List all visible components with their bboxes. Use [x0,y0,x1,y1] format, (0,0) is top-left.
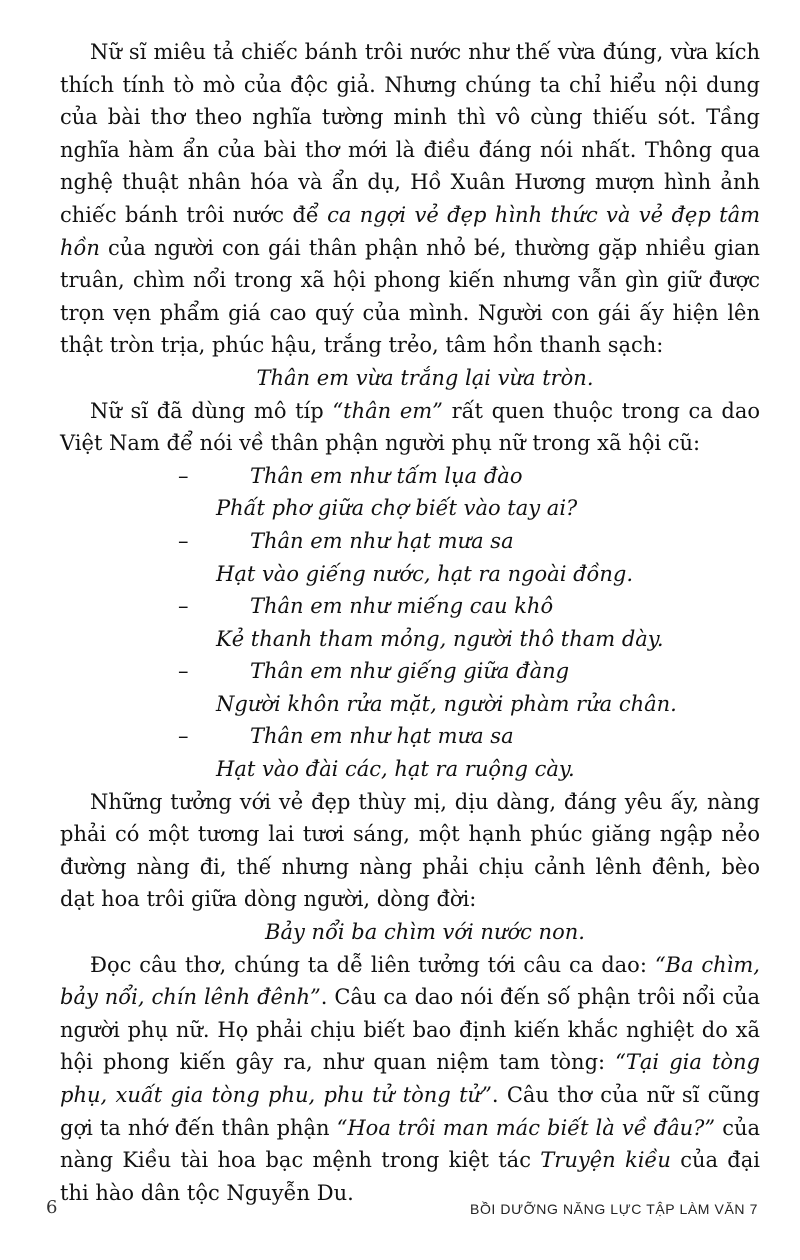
verse-line: Thân em như hạt mưa sa [250,724,514,749]
verse-quote-2: Bảy nổi ba chìm với nước non. [265,920,585,945]
paragraph-2 [60,395,760,460]
italic-phrase: ca ngợi vẻ đẹp hình thức và vẻ đẹp tâm hồn [60,202,760,260]
verse-line: Hạt vào đài các, hạt ra ruộng cày. [216,757,575,782]
verse-line: Phất phơ giữa chợ biết vào tay ai? [216,496,578,521]
dash-bullet: – [178,463,189,488]
folk-verse-item [60,590,760,655]
text-run: Nữ sĩ đã dùng mô típ [90,398,333,423]
page-number: 6 [46,1197,58,1218]
dash-bullet: – [178,659,189,684]
verse-line: Kẻ thanh tham mỏng, người thô tham dày. [216,626,664,651]
verse-line: Người khôn rửa mặt, người phàm rửa chân. [216,691,677,716]
text-run: rất quen thuộc trong ca dao Việt Nam để nói về thân phận người phụ nữ trong xã hội cũ: [60,398,761,456]
folk-verse-item [60,655,760,720]
italic-phrase: “Hoa trôi man mác biết là về đâu?” [336,1115,716,1140]
dash-bullet: – [178,594,189,619]
text-run: của đại thi hào dân tộc Nguyễn Du. [60,1148,760,1205]
text-run: . Câu thơ của nữ sĩ cũng gợi ta nhớ đến thân phận [60,1083,760,1140]
text-run: . Câu ca dao nói đến số phận trôi nổi của người phụ nữ. Họ phải chịu biết bao định kiến khắc nghiệt do xã hội phong kiến gây ra, như quan niệm tam tòng: [60,985,760,1075]
running-title: BỒI DƯỠNG NĂNG LỰC TẬP LÀM VĂN 7 [470,1201,758,1217]
folk-verse-item [60,525,760,590]
dash-bullet: – [178,724,189,749]
folk-verse-item [60,720,760,785]
verse-line: Thân em như tấm lụa đào [250,463,523,488]
verse-line: Thân em như giếng giữa đàng [250,659,570,684]
verse-quote-1: Thân em vừa trắng lại vừa tròn. [256,365,594,390]
body-text [60,36,760,1209]
text-run: của nàng Kiều tài hoa bạc mệnh trong kiệt tác [60,1115,761,1173]
text-run: Đọc câu thơ, chúng ta dễ liên tưởng tới câu ca dao: [90,952,655,977]
paragraph-3: Những tưởng với vẻ đẹp thùy mị, dịu dàng, đáng yêu ấy, nàng phải có một tương lai tươi sáng, một hạnh phúc giăng ngập nẻo đường nàng đi, thế nhưng nàng phải chịu cảnh lênh đênh, bèo dạt hoa trôi giữa dòng người, dòng đời: [60,789,760,912]
paragraph-4 [60,949,760,1210]
folk-verse-item [60,460,760,525]
paragraph-1 [60,36,760,362]
folk-verse-list [60,460,760,786]
italic-phrase: “Tại gia tòng phụ, xuất gia tòng phu, phu tử tòng tử” [60,1050,760,1107]
italic-phrase: Truyện kiều [540,1148,671,1173]
text-run: Nữ sĩ miêu tả chiếc bánh trôi nước như thế vừa đúng, vừa kích thích tính tò mò của độc giả. Nhưng chúng ta chỉ hiểu nội dung của bài thơ theo nghĩa tường minh thì vô cùng thiếu sót. Tầng nghĩa hàm ẩn của bài thơ mới là điều đáng nói nhất. Thông qua nghệ thuật nhân hóa và ẩn dụ, Hồ Xuân Hương mượn hình ảnh chiếc bánh trôi nước để [60,40,760,227]
verse-line: Thân em như miếng cau khô [250,594,554,619]
italic-phrase: “Ba chìm, bảy nổi, chín lênh đênh” [60,952,760,1010]
italic-phrase: “thân em” [332,398,443,423]
dash-bullet: – [178,528,189,553]
text-run: của người con gái thân phận nhỏ bé, thường gặp nhiều gian truân, chìm nổi trong xã hội phong kiến nhưng vẫn gìn giữ được trọn vẹn phẩm giá cao quý của mình. Người con gái ấy hiện lên thật tròn trịa, phúc hậu, trắng trẻo, tâm hồn thanh sạch: [60,235,760,358]
verse-line: Hạt vào giếng nước, hạt ra ngoài đồng. [216,561,634,586]
page-footer [0,1197,800,1227]
verse-line: Thân em như hạt mưa sa [250,528,514,553]
